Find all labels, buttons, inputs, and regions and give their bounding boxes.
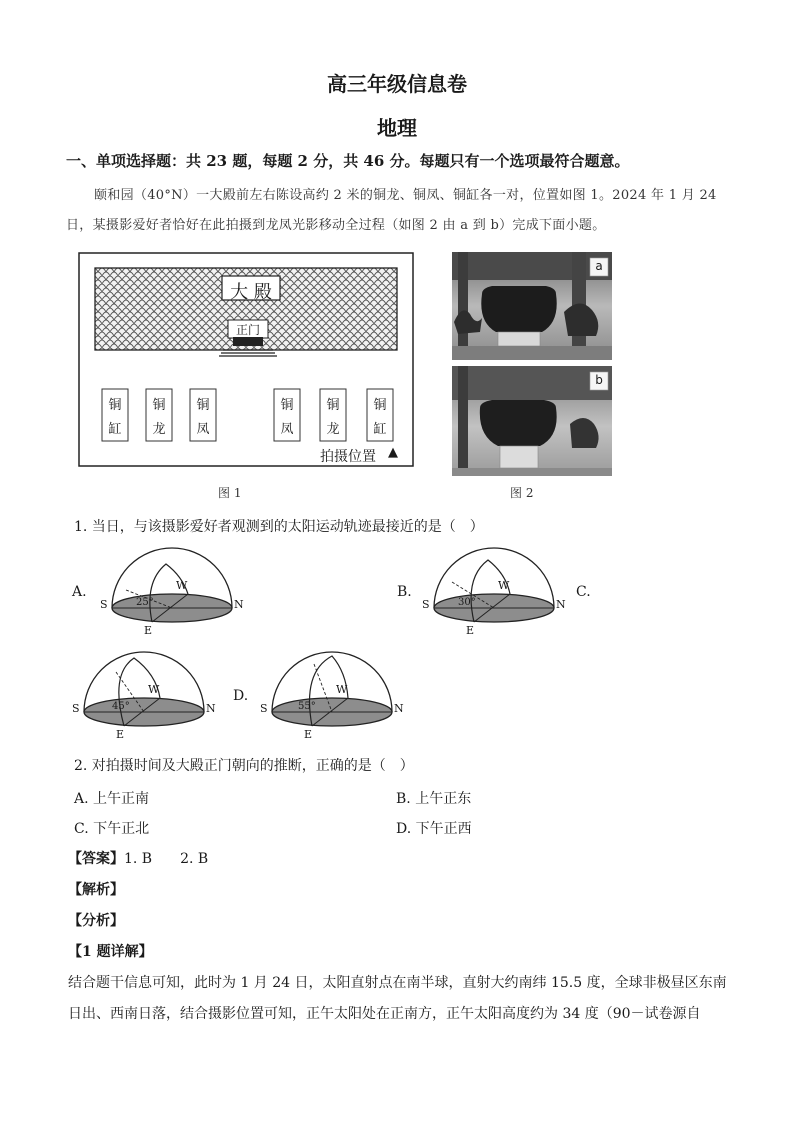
option-b-angle: 30° [458,597,476,608]
item-3-bottom: 凤 [196,422,210,437]
vat-a [481,286,556,332]
position-label: 拍摄位置 [320,449,376,465]
photo-b-label: b [595,373,603,387]
hall-label: 大 殿 [230,282,272,303]
vat-b [480,400,557,446]
figure-2-photos [452,252,612,476]
fenxi-heading: 【分析】 [68,913,124,929]
option-c-W: W [148,683,160,696]
answer-line [68,848,208,868]
position-marker-icon: ▲ [388,445,398,460]
detail-heading: 【1 题详解】 [68,944,153,960]
intro-line-1: 颐和园（40°N）一大殿前左右陈设高约 2 米的铜龙、铜凤、铜缸各一对，位置如图 1。2024 年 1 月 24 [94,188,717,203]
option-d-diagram[interactable] [256,650,408,742]
option-a-N: N [234,598,244,611]
photo-a-label: a [595,259,603,273]
question-2-option-c[interactable]: C. 下午正北 [74,821,150,837]
item-6-bottom: 缸 [373,422,387,437]
gate-label: 正门 [235,323,260,337]
option-c-S: S [72,702,80,715]
option-a-E: E [144,624,153,637]
option-c-diagram[interactable] [68,650,220,742]
option-a-W: W [176,579,188,592]
item-4-bottom: 凤 [280,422,294,437]
option-c-E: E [116,728,125,741]
figure-2 [452,252,612,476]
detail-line-2: 日出、西南日落，结合摄影位置可知，正午太阳处在正南方，正午太阳高度约为 34 度（90－试卷源自 [68,1006,701,1022]
answer-label: 【答案】 [68,851,124,867]
option-d-S: S [260,702,268,715]
option-a-angle: 25° [136,597,154,608]
option-a-letter[interactable]: A. [72,584,87,600]
intro-line-2: 日，某摄影爱好者恰好在此拍摄到龙凤光影移动全过程（如图 2 由 a 到 b）完成下面小题。 [66,218,606,233]
item-6-top: 铜 [373,398,387,413]
detail-line-1: 结合题干信息可知，此时为 1 月 24 日，太阳直射点在南半球，直射大约南纬 15.5 度，全球非极昼区东南 [68,975,727,991]
item-2-top: 铜 [152,398,166,413]
option-b-W: W [498,579,510,592]
option-a-S: S [100,598,108,611]
item-5-bottom: 龙 [326,422,340,437]
option-a-diagram[interactable] [96,546,248,638]
section-heading: 一、单项选择题：共 23 题，每题 2 分，共 46 分。每题只有一个选项最符合题意。 [66,152,630,170]
option-d-N: N [394,702,404,715]
option-b-diagram[interactable] [418,546,570,638]
question-2-option-a[interactable]: A. 上午正南 [74,791,150,807]
question-1-stem: 1. 当日，与该摄影爱好者观测到的太阳运动轨迹最接近的是（ ） [74,519,484,535]
option-d-angle: 55° [298,701,316,712]
figure-1-caption: 图 1 [218,486,242,500]
figure-1 [78,252,414,468]
item-2-bottom: 龙 [152,422,166,437]
option-c-angle: 45° [112,701,130,712]
option-b-N: N [556,598,566,611]
gate-door [233,337,263,346]
option-b-S: S [422,598,430,611]
item-3-top: 铜 [196,398,210,413]
figure-2-caption: 图 2 [510,486,534,500]
item-4-top: 铜 [280,398,294,413]
question-2-option-d[interactable]: D. 下午正西 [396,821,472,837]
item-5-top: 铜 [326,398,340,413]
page-title: 高三年级信息卷 [327,72,467,96]
option-d-letter[interactable]: D. [233,688,249,704]
answer-value: 1. B 2. B [124,851,209,867]
item-1-top: 铜 [108,398,122,413]
option-b-E: E [466,624,475,637]
analysis-heading: 【解析】 [68,882,124,898]
subject-title: 地理 [377,116,417,140]
question-2-stem: 2. 对拍摄时间及大殿正门朝向的推断，正确的是（ ） [74,758,414,774]
option-c-letter[interactable]: C. [576,584,591,600]
option-d-E: E [304,728,313,741]
item-1-bottom: 缸 [108,422,122,437]
option-b-letter[interactable]: B. [397,584,412,600]
question-2-option-b[interactable]: B. 上午正东 [396,791,472,807]
option-c-N: N [206,702,216,715]
option-d-W: W [336,683,348,696]
